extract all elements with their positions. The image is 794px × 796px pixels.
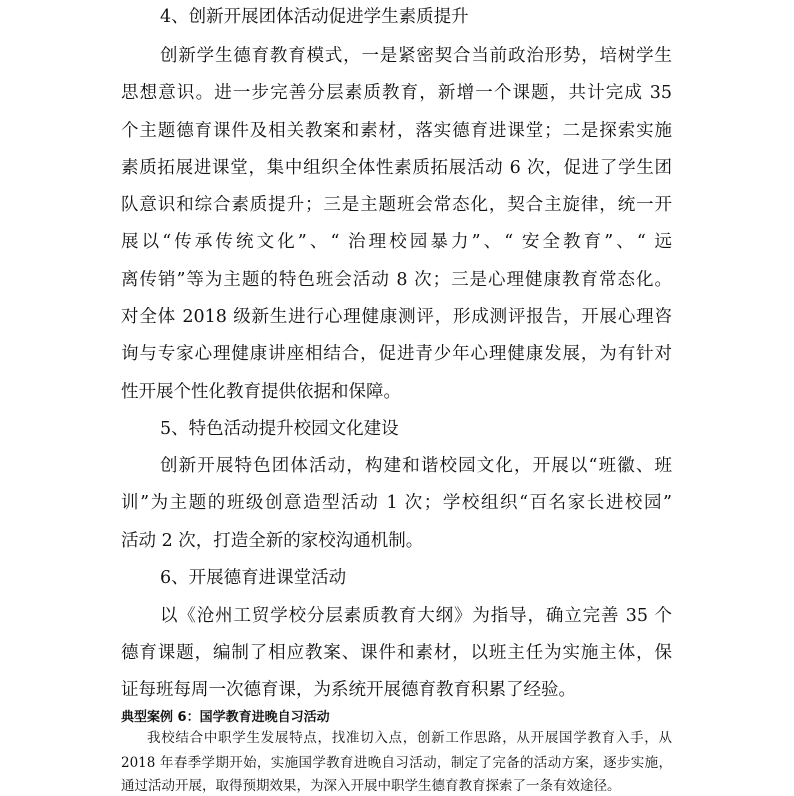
paragraph-line: 以《沧州工贸学校分层素质教育大纲》为指导，确立完善 35 个 (160, 606, 672, 626)
paragraph-line: 训”为主题的班级创意造型活动 1 次；学校组织“百名家长进校园” (121, 493, 672, 513)
paragraph-line: 德育课题，编制了相应教案、课件和素材，以班主任为实施主体，保 (121, 643, 672, 663)
case-paragraph-line: 2018 年春季学期开始，实施国学教育进晚自习活动，制定了完备的活动方案，逐步实施， (121, 755, 672, 771)
section-heading-4: 4、创新开展团体活动促进学生素质提升 (160, 7, 469, 27)
paragraph-line: 对全体 2018 级新生进行心理健康测评，形成测评报告，开展心理咨 (121, 307, 672, 327)
paragraph-line: 询与专家心理健康讲座相结合，促进青少年心理健康发展，为有针对 (121, 344, 672, 364)
section-heading-6: 6、开展德育进课堂活动 (160, 568, 347, 588)
paragraph-line: 活动 2 次，打造全新的家校沟通机制。 (121, 531, 424, 551)
paragraph-line: 性开展个性化教育提供依据和保障。 (121, 382, 401, 402)
paragraph-line: 队意识和综合素质提升；三是主题班会常态化，契合主旋律，统一开 (121, 195, 672, 215)
case-title: 典型案例 6：国学教育进晚自习活动 (121, 710, 330, 725)
paragraph-line: 离传销”等为主题的特色班会活动 8 次；三是心理健康教育常态化。 (121, 270, 672, 290)
paragraph-line: 素质拓展进课堂，集中组织全体性素质拓展活动 6 次，促进了学生团 (121, 158, 672, 178)
case-paragraph-line: 通过活动开展，取得预期效果，为深入开展中职学生德育教育探索了一条有效途径。 (121, 778, 621, 794)
paragraph-line: 展以“传承传统文化”、“ 治理校园暴力”、“ 安全教育”、“ 远 (121, 232, 672, 252)
paragraph-line: 创新开展特色团体活动，构建和谐校园文化，开展以“班徽、班 (160, 456, 672, 476)
section-heading-5: 5、特色活动提升校园文化建设 (160, 419, 399, 439)
case-paragraph-line: 我校结合中职学生发展特点，找准切入点，创新工作思路，从开展国学教育入手，从 (147, 730, 672, 746)
paragraph-line: 思想意识。进一步完善分层素质教育，新增一个课题，共计完成 35 (121, 83, 672, 103)
paragraph-line: 证每班每周一次德育课，为系统开展德育教育积累了经验。 (121, 680, 576, 700)
paragraph-line: 创新学生德育教育模式，一是紧密契合当前政治形势，培树学生 (160, 46, 672, 66)
paragraph-line: 个主题德育课件及相关教案和素材，落实德育进课堂；二是探索实施 (121, 121, 672, 141)
